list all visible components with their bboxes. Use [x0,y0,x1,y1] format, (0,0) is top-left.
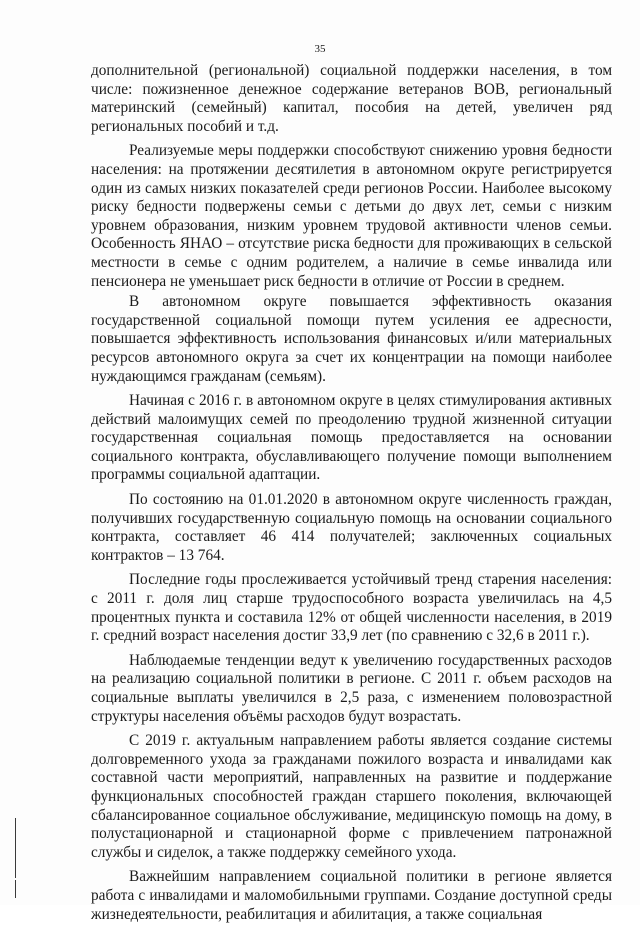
paragraph-recipients-count: По состоянию на 01.01.2020 в автономном округе численность граждан, получивших государственную социальную помощь на основании социального контракта, составляет 46 414 получателей; заключенных социальных контрактов – 13 764. [91,491,612,564]
paragraph-poverty-measures: Реализуемые меры поддержки способствуют снижению уровня бедности населения: на протяжении десятилетия в автономном округе регистрируется один из самых низких показателей среди регионов России. Наиболее высокому риску бедности подвержены семьи с детьми до двух лет, семьи с низким уровнем образования, низким уровнем трудовой активности членов семьи. Особенность ЯНАО – отсутствие риска бедности для проживающих в сельской местности в семье с одним родителем, а наличие в семье инвалида или пенсионера не уменьшает риск бедности в отличие от России в среднем. [91,142,612,290]
scan-margin-line-lower [15,880,16,898]
paragraph-social-contract: Начиная с 2016 г. в автономном округе в целях стимулирования активных действий малоимущих семей по преодолению трудной жизненной ситуации государственная социальная помощь предоставляется на основании социального контракта, обуславливающего получение помощи выполнением программы социальной адаптации. [91,392,612,484]
paragraph-disability-policy: Важнейшим направлением социальной политики в регионе является работа с инвалидами и маломобильными группами. Создание доступной среды жизнедеятельности, реабилитация и абилитация, а также социальная [91,868,612,923]
paragraph-expenditure-growth: Наблюдаемые тенденции ведут к увеличению государственных расходов на реализацию социальной политики в регионе. С 2011 г. объем расходов на социальные выплаты увеличился в 2,5 раза, с изменением половозрастной структуры населения объёмы расходов будут возрастать. [91,651,612,725]
page-number: 35 [314,43,326,55]
paragraph-population-aging: Последние годы прослеживается устойчивый тренд старения населения: с 2011 г. доля лиц старше трудоспособного возраста увеличилась на 4,5 процентных пункта и составила 12% от общей численности населения, в 2019 г. средний возраст населения достиг 33,9 лет (по сравнению с 32,6 в 2011 г.). [91,571,612,645]
paragraph-targeted-assistance: В автономном округе повышается эффективность оказания государственной социальной помощи путем усиления ее адресности, повышается эффективность использования финансовых и/или материальных ресурсов автономного округа за счет их концентрации на помощи наиболее нуждающимся гражданам (семьям). [91,293,612,385]
paragraph-long-term-care: С 2019 г. актуальным направлением работы является создание системы долговременного ухода за гражданами пожилого возраста и инвалидами как составной части мероприятий, направленных на развитие и поддержание функциональных способностей граждан старшего поколения, включающей сбалансированное социальное обслуживание, медицинскую помощь на дому, в полустационарной и стационарной форме с привлечением патронажной службы и сиделок, а также поддержку семейного ухода. [91,732,612,861]
scan-margin-line [15,818,16,878]
paragraph-continuation: дополнительной (региональной) социальной поддержки населения, в том числе: пожизненное денежное содержание ветеранов ВОВ, региональный материнский (семейный) капитал, пособия на детей, увеличен ряд региональных пособий и т.д. [91,62,612,135]
body-text [91,62,612,926]
